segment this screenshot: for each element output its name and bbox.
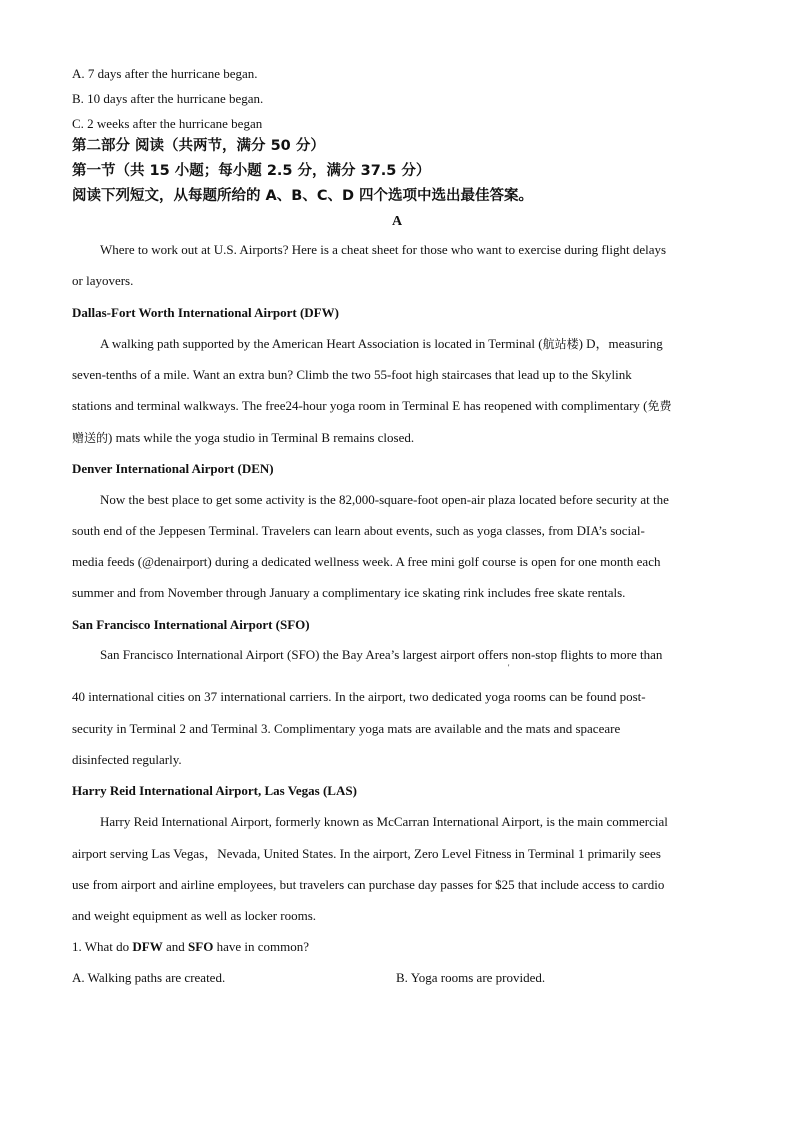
sub-title: 第一节（共 15 小题；每小题 2.5 分，满分 37.5 分） — [72, 163, 431, 179]
stray-mark: ' — [508, 663, 510, 672]
dfw-line-2: seven-tenths of a mile. Want an extra bun? Climb the two 55-foot high staircases that lead up to the Skylink — [72, 367, 632, 382]
q1-option-b: B. Yoga rooms are provided. — [396, 970, 546, 985]
intro-line-2: or layovers. — [72, 273, 134, 288]
passage-letter: A — [391, 214, 403, 229]
las-heading: Harry Reid International Airport, Las Vegas (LAS) — [72, 783, 357, 798]
prev-option-b: B. 10 days after the hurricane began. — [72, 91, 264, 106]
sfo-heading: San Francisco International Airport (SFO) — [72, 617, 310, 632]
dfw-line-1: A walking path supported by the American Heart Association is located in Terminal (航站楼) D，measuring — [100, 336, 663, 351]
sfo-line-1: San Francisco International Airport (SFO) the Bay Area’s largest airport offers non-stop flights to more than — [100, 647, 663, 662]
dfw-line-4: 赠送的) mats while the yoga studio in Terminal B remains closed. — [72, 430, 415, 445]
den-line-1: Now the best place to get some activity is the 82,000-square-foot open-air plaza located before security at the — [100, 492, 669, 507]
las-line-3: use from airport and airline employees, but travelers can purchase day passes for $25 that include access to cardio — [72, 877, 665, 892]
den-line-4: summer and from November through January a complimentary ice skating rink includes free skate rentals. — [72, 585, 626, 600]
den-line-3: media feeds (@denairport) during a dedicated wellness week. A free mini golf course is open for one month each — [72, 554, 661, 569]
sfo-line-3: security in Terminal 2 and Terminal 3. Complimentary yoga mats are available and the mats and spaceare — [72, 721, 621, 736]
dfw-line-3: stations and terminal walkways. The free24-hour yoga room in Terminal E has reopened with complimentary (免费 — [72, 398, 672, 413]
sfo-line-4: disinfected regularly. — [72, 752, 182, 767]
den-line-2: south end of the Jeppesen Terminal. Travelers can learn about events, such as yoga classes, from DIA’s social- — [72, 523, 645, 538]
intro-line-1: Where to work out at U.S. Airports? Here is a cheat sheet for those who want to exercise during flight delays — [100, 242, 667, 257]
las-line-4: and weight equipment as well as locker rooms. — [72, 908, 317, 923]
dfw-heading: Dallas-Fort Worth International Airport (DFW) — [72, 305, 339, 320]
prev-option-c: C. 2 weeks after the hurricane began — [72, 116, 263, 131]
las-line-1: Harry Reid International Airport, formerly known as McCarran International Airport, is the main commercial — [100, 814, 668, 829]
instruction: 阅读下列短文，从每题所给的 A、B、C、D 四个选项中选出最佳答案。 — [72, 188, 534, 204]
q1-option-a: A. Walking paths are created. — [72, 970, 226, 985]
sfo-line-2: 40 international cities on 37 international carriers. In the airport, two dedicated yoga rooms can be found post- — [72, 689, 646, 704]
prev-option-a: A. 7 days after the hurricane began. — [72, 66, 258, 81]
las-line-2: airport serving Las Vegas，Nevada, United States. In the airport, Zero Level Fitness in Terminal 1 primarily sees — [72, 846, 661, 861]
den-heading: Denver International Airport (DEN) — [72, 461, 274, 476]
question-1: 1. What do DFW and SFO have in common? — [72, 939, 310, 954]
part-title: 第二部分 阅读（共两节，满分 50 分） — [72, 138, 325, 154]
